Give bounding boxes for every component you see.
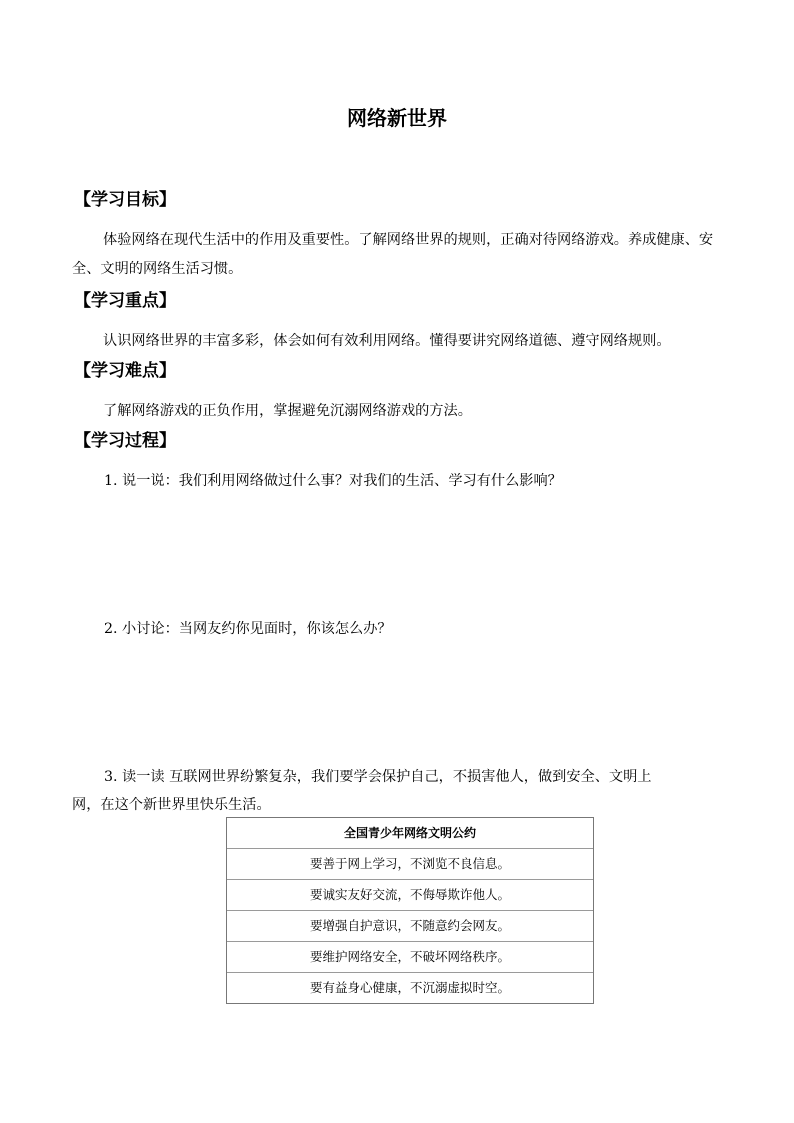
question-1: 1. 说一说：我们利用网络做过什么事？对我们的生活、学习有什么影响？ (104, 473, 562, 489)
objectives-text: 体验网络在现代生活中的作用及重要性。了解网络世界的规则，正确对待网络游戏。养成健康、安全、文明的网络生活习惯。 (72, 232, 714, 277)
document-title: 网络新世界 (347, 106, 447, 130)
difficulties-text: 了解网络游戏的正负作用，掌握避免沉溺网络游戏的方法。 (103, 403, 472, 419)
key-points-text: 认识网络世界的丰富多彩，体会如何有效利用网络。懂得要讲究网络道德、遵守网络规则。 (103, 333, 671, 349)
heading-objectives: 【学习目标】 (74, 190, 176, 210)
civility-pact-table (226, 817, 594, 1004)
question-2: 2. 小讨论：当网友约你见面时，你该怎么办？ (104, 621, 392, 637)
pact-row: 要增强自护意识，不随意约会网友。 (227, 911, 593, 942)
heading-difficulties: 【学习难点】 (74, 361, 176, 381)
question-3-line-1: 3. 读一读 互联网世界纷繁复杂，我们要学会保护自己，不损害他人，做到安全、文明上 (104, 769, 652, 785)
pact-row: 要善于网上学习，不浏览不良信息。 (227, 849, 593, 880)
pact-title: 全国青少年网络文明公约 (227, 818, 593, 849)
question-3-line-2: 网，在这个新世界里快乐生活。 (72, 797, 271, 813)
pact-row: 要诚实友好交流，不侮辱欺诈他人。 (227, 880, 593, 911)
pact-row: 要维护网络安全，不破坏网络秩序。 (227, 942, 593, 973)
heading-key-points: 【学习重点】 (74, 291, 176, 311)
pact-row: 要有益身心健康，不沉溺虚拟时空。 (309, 980, 510, 995)
heading-process: 【学习过程】 (74, 431, 176, 451)
